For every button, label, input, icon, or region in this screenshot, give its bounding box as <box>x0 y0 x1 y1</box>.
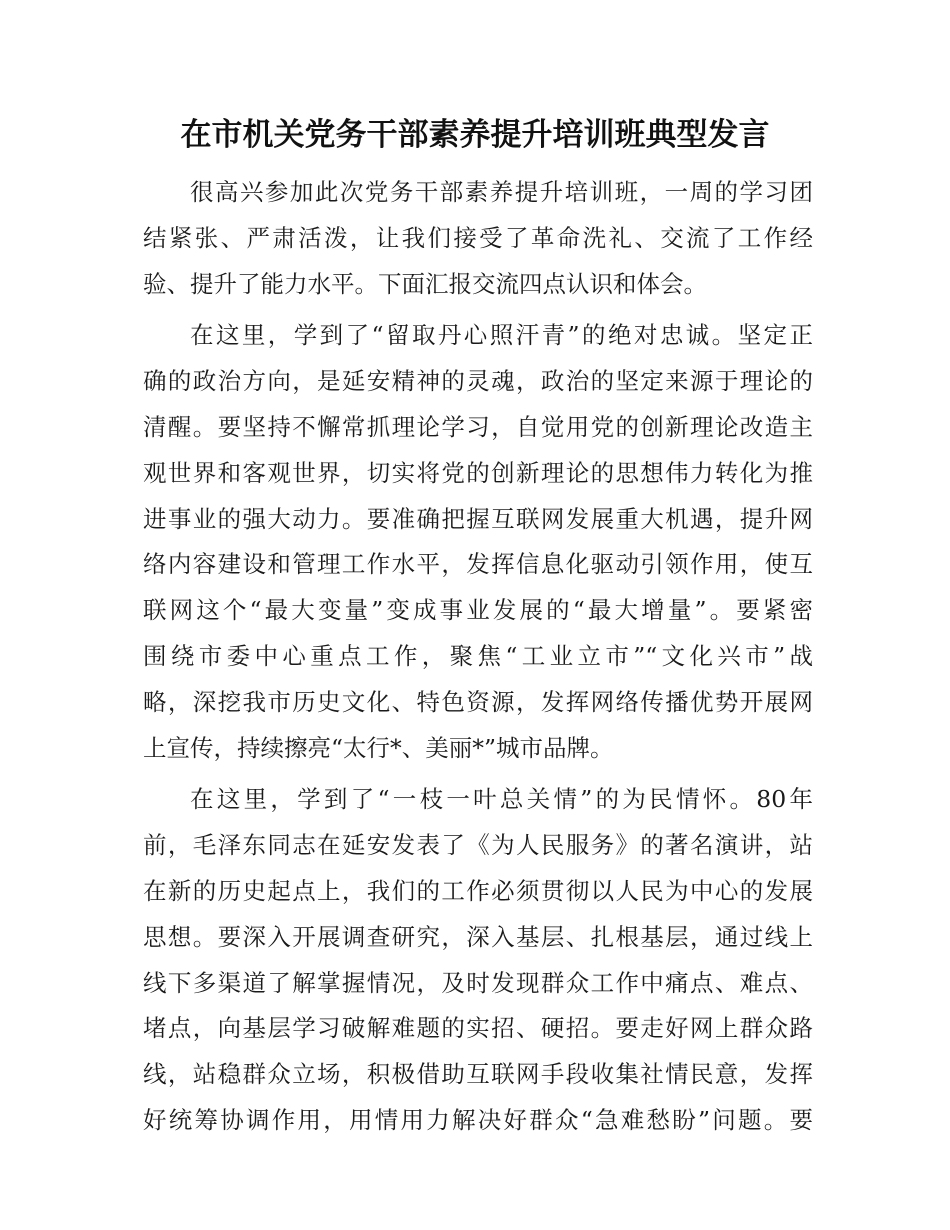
paragraph-line: 线下多渠道了解掌握情况，及时发现群众工作中痛点、难点、 <box>143 968 813 997</box>
paragraph-line: 结紧张、严肃活泼，让我们接受了革命洗礼、交流了工作经 <box>143 223 813 252</box>
paragraph-line: 略，深挖我市历史文化、特色资源，发挥网络传播优势开展网 <box>143 687 813 716</box>
paragraph-line: 思想。要深入开展调查研究，深入基层、扎根基层，通过线上 <box>143 922 813 951</box>
document-body <box>143 170 813 1144</box>
paragraph-line: 线，站稳群众立场，积极借助互联网手段收集社情民意，发挥 <box>143 1060 813 1089</box>
paragraph-line: 在新的历史起点上，我们的工作必须贯彻以人民为中心的发展 <box>143 876 813 905</box>
paragraph-line: 验、提升了能力水平。下面汇报交流四点认识和体会。 <box>143 269 707 298</box>
paragraph-line: 好统筹协调作用，用情用力解决好群众“急难愁盼”问题。要 <box>143 1105 813 1134</box>
paragraph-line: 在这里，学到了“留取丹心照汗青”的绝对忠诚。坚定正 <box>190 321 813 350</box>
paragraph-line: 清醒。要坚持不懈常抓理论学习，自觉用党的创新理论改造主 <box>143 412 813 441</box>
paragraph-line: 在这里，学到了“一枝一叶总关情”的为民情怀。80年 <box>190 785 813 814</box>
paragraph-line: 进事业的强大动力。要准确把握互联网发展重大机遇，提升网 <box>143 504 813 533</box>
paragraph-line: 前，毛泽东同志在延安发表了《为人民服务》的著名演讲，站 <box>143 831 813 860</box>
paragraph-2 <box>143 313 813 771</box>
paragraph-3 <box>143 777 813 1143</box>
paragraph-1 <box>143 170 813 307</box>
paragraph-line: 联网这个“最大变量”变成事业发展的“最大增量”。要紧密 <box>143 596 813 625</box>
paragraph-line: 围绕市委中心重点工作，聚焦“工业立市”“文化兴市”战 <box>143 641 813 670</box>
document-title: 在市机关党务干部素养提升培训班典型发言 <box>180 117 770 153</box>
paragraph-line: 络内容建设和管理工作水平，发挥信息化驱动引领作用，使互 <box>143 550 813 579</box>
paragraph-line: 观世界和客观世界，切实将党的创新理论的思想伟力转化为推 <box>143 458 813 487</box>
paragraph-line: 确的政治方向，是延安精神的灵魂，政治的坚定来源于理论的 <box>143 367 813 396</box>
paragraph-line: 堵点，向基层学习破解难题的实招、硬招。要走好网上群众路 <box>143 1014 813 1043</box>
paragraph-line: 上宣传，持续擦亮“太行*、美丽*”城市品牌。 <box>143 733 614 762</box>
paragraph-line: 很高兴参加此次党务干部素养提升培训班，一周的学习团 <box>190 178 813 206</box>
